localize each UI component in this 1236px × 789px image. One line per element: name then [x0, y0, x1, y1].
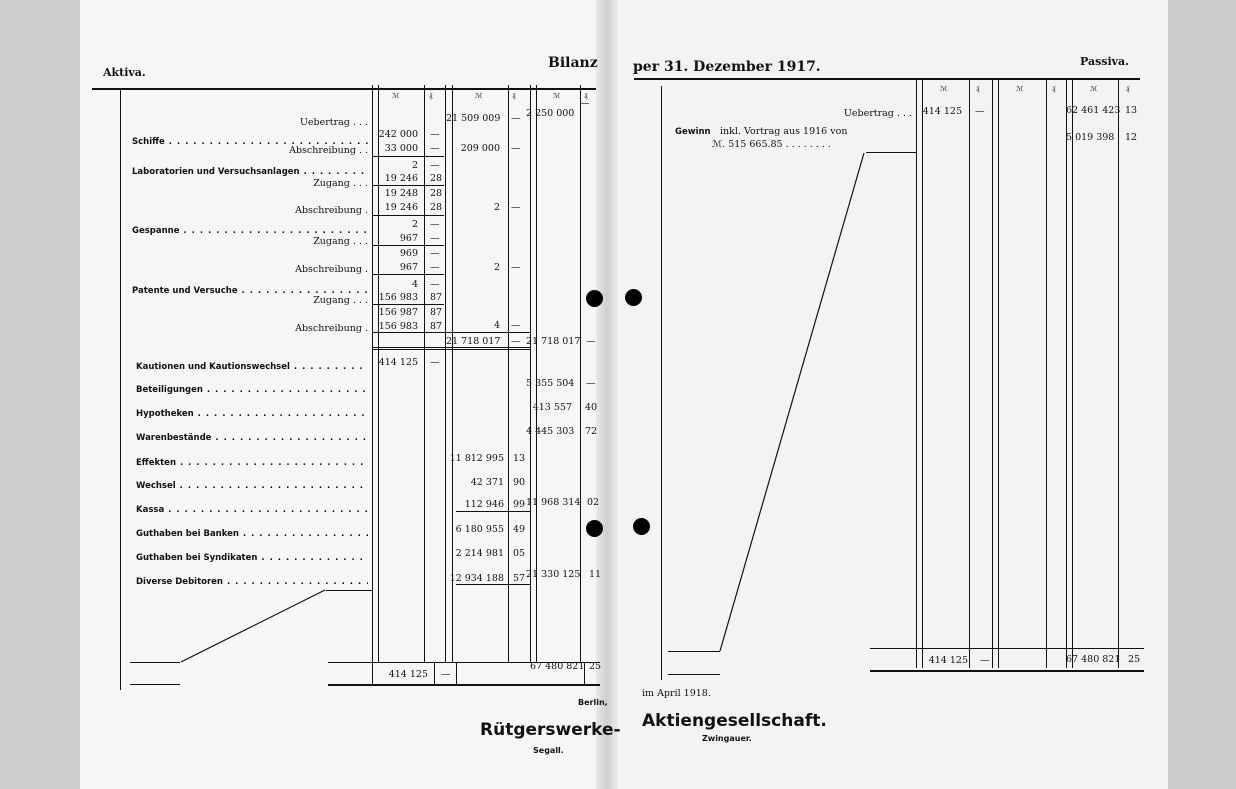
beteiligungen-value: 5 355 504 [526, 378, 575, 389]
schiffe-value: 242 000 [378, 129, 418, 140]
pf-col-header: ₰ [976, 85, 980, 93]
gespanne-zugang: 967 [399, 233, 418, 244]
wechsel-label: Wechsel . . . [136, 481, 368, 492]
wechsel-value: 42 371 [470, 477, 504, 488]
beteiligungen-pf: — [586, 378, 596, 389]
schiffe-result-pf: — [511, 143, 521, 154]
kassa-c3: 11 968 314 [526, 497, 581, 508]
guthaben-syndikaten-value: 2 214 981 [455, 548, 504, 559]
diverse-debitoren-pf: 57 [513, 573, 526, 584]
hypotheken-value: 413 557 [532, 402, 572, 413]
laboratorien-value: 2 [411, 160, 418, 171]
aktiva-heading: Aktiva. [103, 66, 146, 79]
pf-col-header: ₰ [429, 92, 433, 100]
pf-col-header: ₰ [512, 92, 516, 100]
subtotal-c3: 21 718 017 [526, 336, 581, 347]
passiva-total-c1: 414 125 [928, 655, 968, 666]
cancel-stroke-right [720, 153, 864, 651]
patente-label: Patente und Versuche . . . [132, 286, 368, 297]
bilanz-heading: Bilanz [548, 55, 598, 71]
aktiva-total-c3: 67 480 821 [530, 661, 585, 672]
diverse-debitoren-label: Diverse Debitoren . . . [136, 577, 368, 588]
schiffe-label: Schiffe . . . [132, 137, 368, 148]
laboratorien-result-pf: — [511, 202, 521, 213]
guthaben-banken-pf: 49 [513, 524, 526, 535]
laboratorien-abschreibung-label: Abschreibung . [295, 205, 368, 216]
date-line: im April 1918. [642, 688, 711, 699]
hypotheken-pf: 40 [585, 402, 598, 413]
kassa-value: 112 946 [464, 499, 504, 510]
kautionen-pf: — [430, 357, 440, 368]
mark-col-header: ℳ [1016, 85, 1024, 93]
laboratorien-pf: — [430, 160, 440, 171]
schiffe-abschreibung-pf: — [430, 143, 440, 154]
laboratorien-zugang: 19 246 [384, 173, 418, 184]
gespanne-sum: 969 [399, 248, 418, 259]
uebertrag-label: Uebertrag . . . [299, 117, 368, 128]
place: Berlin, [578, 698, 608, 707]
signature-left: Segall. [533, 746, 564, 755]
laboratorien-sum: 19 248 [384, 188, 418, 199]
warenbestaende-value: 4 445 303 [526, 426, 575, 437]
schiffe-abschreibung-label: Abschreibung . . [289, 145, 368, 156]
diverse-debitoren-c3-pf: 11 [589, 569, 602, 580]
gespanne-value: 2 [411, 219, 418, 230]
gespanne-sum-pf: — [430, 248, 440, 259]
gespanne-abschreibung-pf: — [430, 262, 440, 273]
pf-col-header: ₰ [1126, 85, 1130, 93]
pf-col-header: ₰ [584, 92, 588, 100]
guthaben-banken-value: 6 180 955 [455, 524, 504, 535]
guthaben-syndikaten-label: Guthaben bei Syndikaten . . . [136, 553, 368, 564]
subtotal-c2-pf: — [511, 336, 521, 347]
patente-zugang-pf: 87 [430, 292, 443, 303]
patente-zugang: 156 983 [378, 292, 418, 303]
passiva-heading: Passiva. [1080, 55, 1130, 68]
company-name-right: Aktiengesellschaft. [642, 711, 827, 731]
wechsel-pf: 90 [513, 477, 526, 488]
gewinn-label: Gewinn [675, 127, 711, 137]
patente-sum-pf: 87 [430, 307, 443, 318]
patente-value: 4 [411, 279, 418, 290]
patente-sum: 156 987 [378, 307, 418, 318]
gewinn-value: 5 019 398 [1066, 132, 1115, 143]
passiva-uebertrag-c1-pf: — [975, 106, 985, 117]
laboratorien-zugang-label: Zugang . . . [313, 178, 368, 189]
aktiva-total-c1: 414 125 [388, 669, 428, 680]
cancel-stroke-left [181, 590, 325, 662]
beteiligungen-label: Beteiligungen . . . [136, 385, 368, 396]
date-heading: per 31. Dezember 1917. [633, 59, 821, 75]
warenbestaende-pf: 72 [585, 426, 598, 437]
laboratorien-abschreibung: 19 246 [384, 202, 418, 213]
mark-col-header: ℳ [475, 92, 483, 100]
kassa-pf: 99 [513, 499, 526, 510]
gewinn-pf: 12 [1125, 132, 1138, 143]
schiffe-result: 209 000 [460, 143, 500, 154]
passiva-uebertrag-c4-pf: 13 [1125, 105, 1138, 116]
patente-abschreibung: 156 983 [378, 321, 418, 332]
passiva-total-c1-pf: — [980, 655, 990, 666]
schiffe-pf: — [430, 129, 440, 140]
laboratorien-sum-pf: 28 [430, 188, 443, 199]
kautionen-label: Kautionen und Kautionswechsel . . . [136, 362, 368, 373]
uebertrag-c3: 2 250 000 [526, 108, 575, 119]
hypotheken-label: Hypotheken . . . [136, 409, 368, 420]
effekten-label: Effekten . . . [136, 458, 368, 469]
uebertrag-c2: 21 509 009 [446, 113, 501, 124]
passiva-uebertrag-label: Uebertrag . . . [843, 108, 912, 119]
subtotal-c2: 21 718 017 [446, 336, 501, 347]
mark-col-header: ℳ [1090, 85, 1098, 93]
effekten-pf: 13 [513, 453, 526, 464]
mark-col-header: ℳ [392, 92, 400, 100]
mark-col-header: ℳ [553, 92, 561, 100]
patente-abschreibung-label: Abschreibung . [295, 323, 368, 334]
gespanne-abschreibung-label: Abschreibung . [295, 264, 368, 275]
laboratorien-result: 2 [493, 202, 500, 213]
kautionen-value: 414 125 [378, 357, 418, 368]
company-name-left: Rütgerswerke- [480, 720, 621, 740]
effekten-value: 11 812 995 [449, 453, 504, 464]
patente-result-pf: — [511, 320, 521, 331]
laboratorien-abschreibung-pf: 28 [430, 202, 443, 213]
gewinn-vortrag: ℳ. 515 665.85 . . . . . . . . [712, 139, 831, 150]
gespanne-zugang-pf: — [430, 233, 440, 244]
laboratorien-zugang-pf: 28 [430, 173, 443, 184]
passiva-uebertrag-c1: 414 125 [922, 106, 962, 117]
schiffe-abschreibung: 33 000 [384, 143, 418, 154]
passiva-total-c4-pf: 25 [1128, 654, 1141, 665]
subtotal-c3-pf: — [586, 336, 596, 347]
aktiva-total-c3-pf: 25 [589, 661, 602, 672]
uebertrag-c3-pf: — [580, 98, 590, 109]
gespanne-zugang-label: Zugang . . . [313, 236, 368, 247]
passiva-uebertrag-c4: 62 461 423 [1066, 105, 1121, 116]
patente-zugang-label: Zugang . . . [313, 295, 368, 306]
guthaben-banken-label: Guthaben bei Banken . . . [136, 529, 368, 540]
uebertrag-c2-pf: — [511, 113, 521, 124]
kassa-label: Kassa . . . [136, 505, 368, 516]
patente-pf: — [430, 279, 440, 290]
guthaben-syndikaten-pf: 05 [513, 548, 526, 559]
gespanne-result: 2 [493, 262, 500, 273]
signature-right: Zwingauer. [702, 734, 752, 743]
gespanne-result-pf: — [511, 262, 521, 273]
warenbestaende-label: Warenbestände . . . [136, 433, 368, 444]
passiva-total-c4: 67 480 821 [1066, 654, 1121, 665]
pf-col-header: ₰ [1052, 85, 1056, 93]
patente-abschreibung-pf: 87 [430, 321, 443, 332]
mark-col-header: ℳ [940, 85, 948, 93]
patente-result: 4 [493, 320, 500, 331]
diverse-debitoren-value: 12 934 188 [449, 573, 504, 584]
aktiva-total-c1-pf: — [441, 669, 451, 680]
gespanne-pf: — [430, 219, 440, 230]
diverse-debitoren-c3: 21 330 125 [526, 569, 581, 580]
kassa-c3-pf: 02 [587, 497, 600, 508]
gespanne-label: Gespanne . . . [132, 226, 368, 237]
gespanne-abschreibung: 967 [399, 262, 418, 273]
laboratorien-label: Laboratorien und Versuchsanlagen . . . [132, 167, 368, 178]
gewinn-text: inkl. Vortrag aus 1916 von [720, 126, 848, 137]
